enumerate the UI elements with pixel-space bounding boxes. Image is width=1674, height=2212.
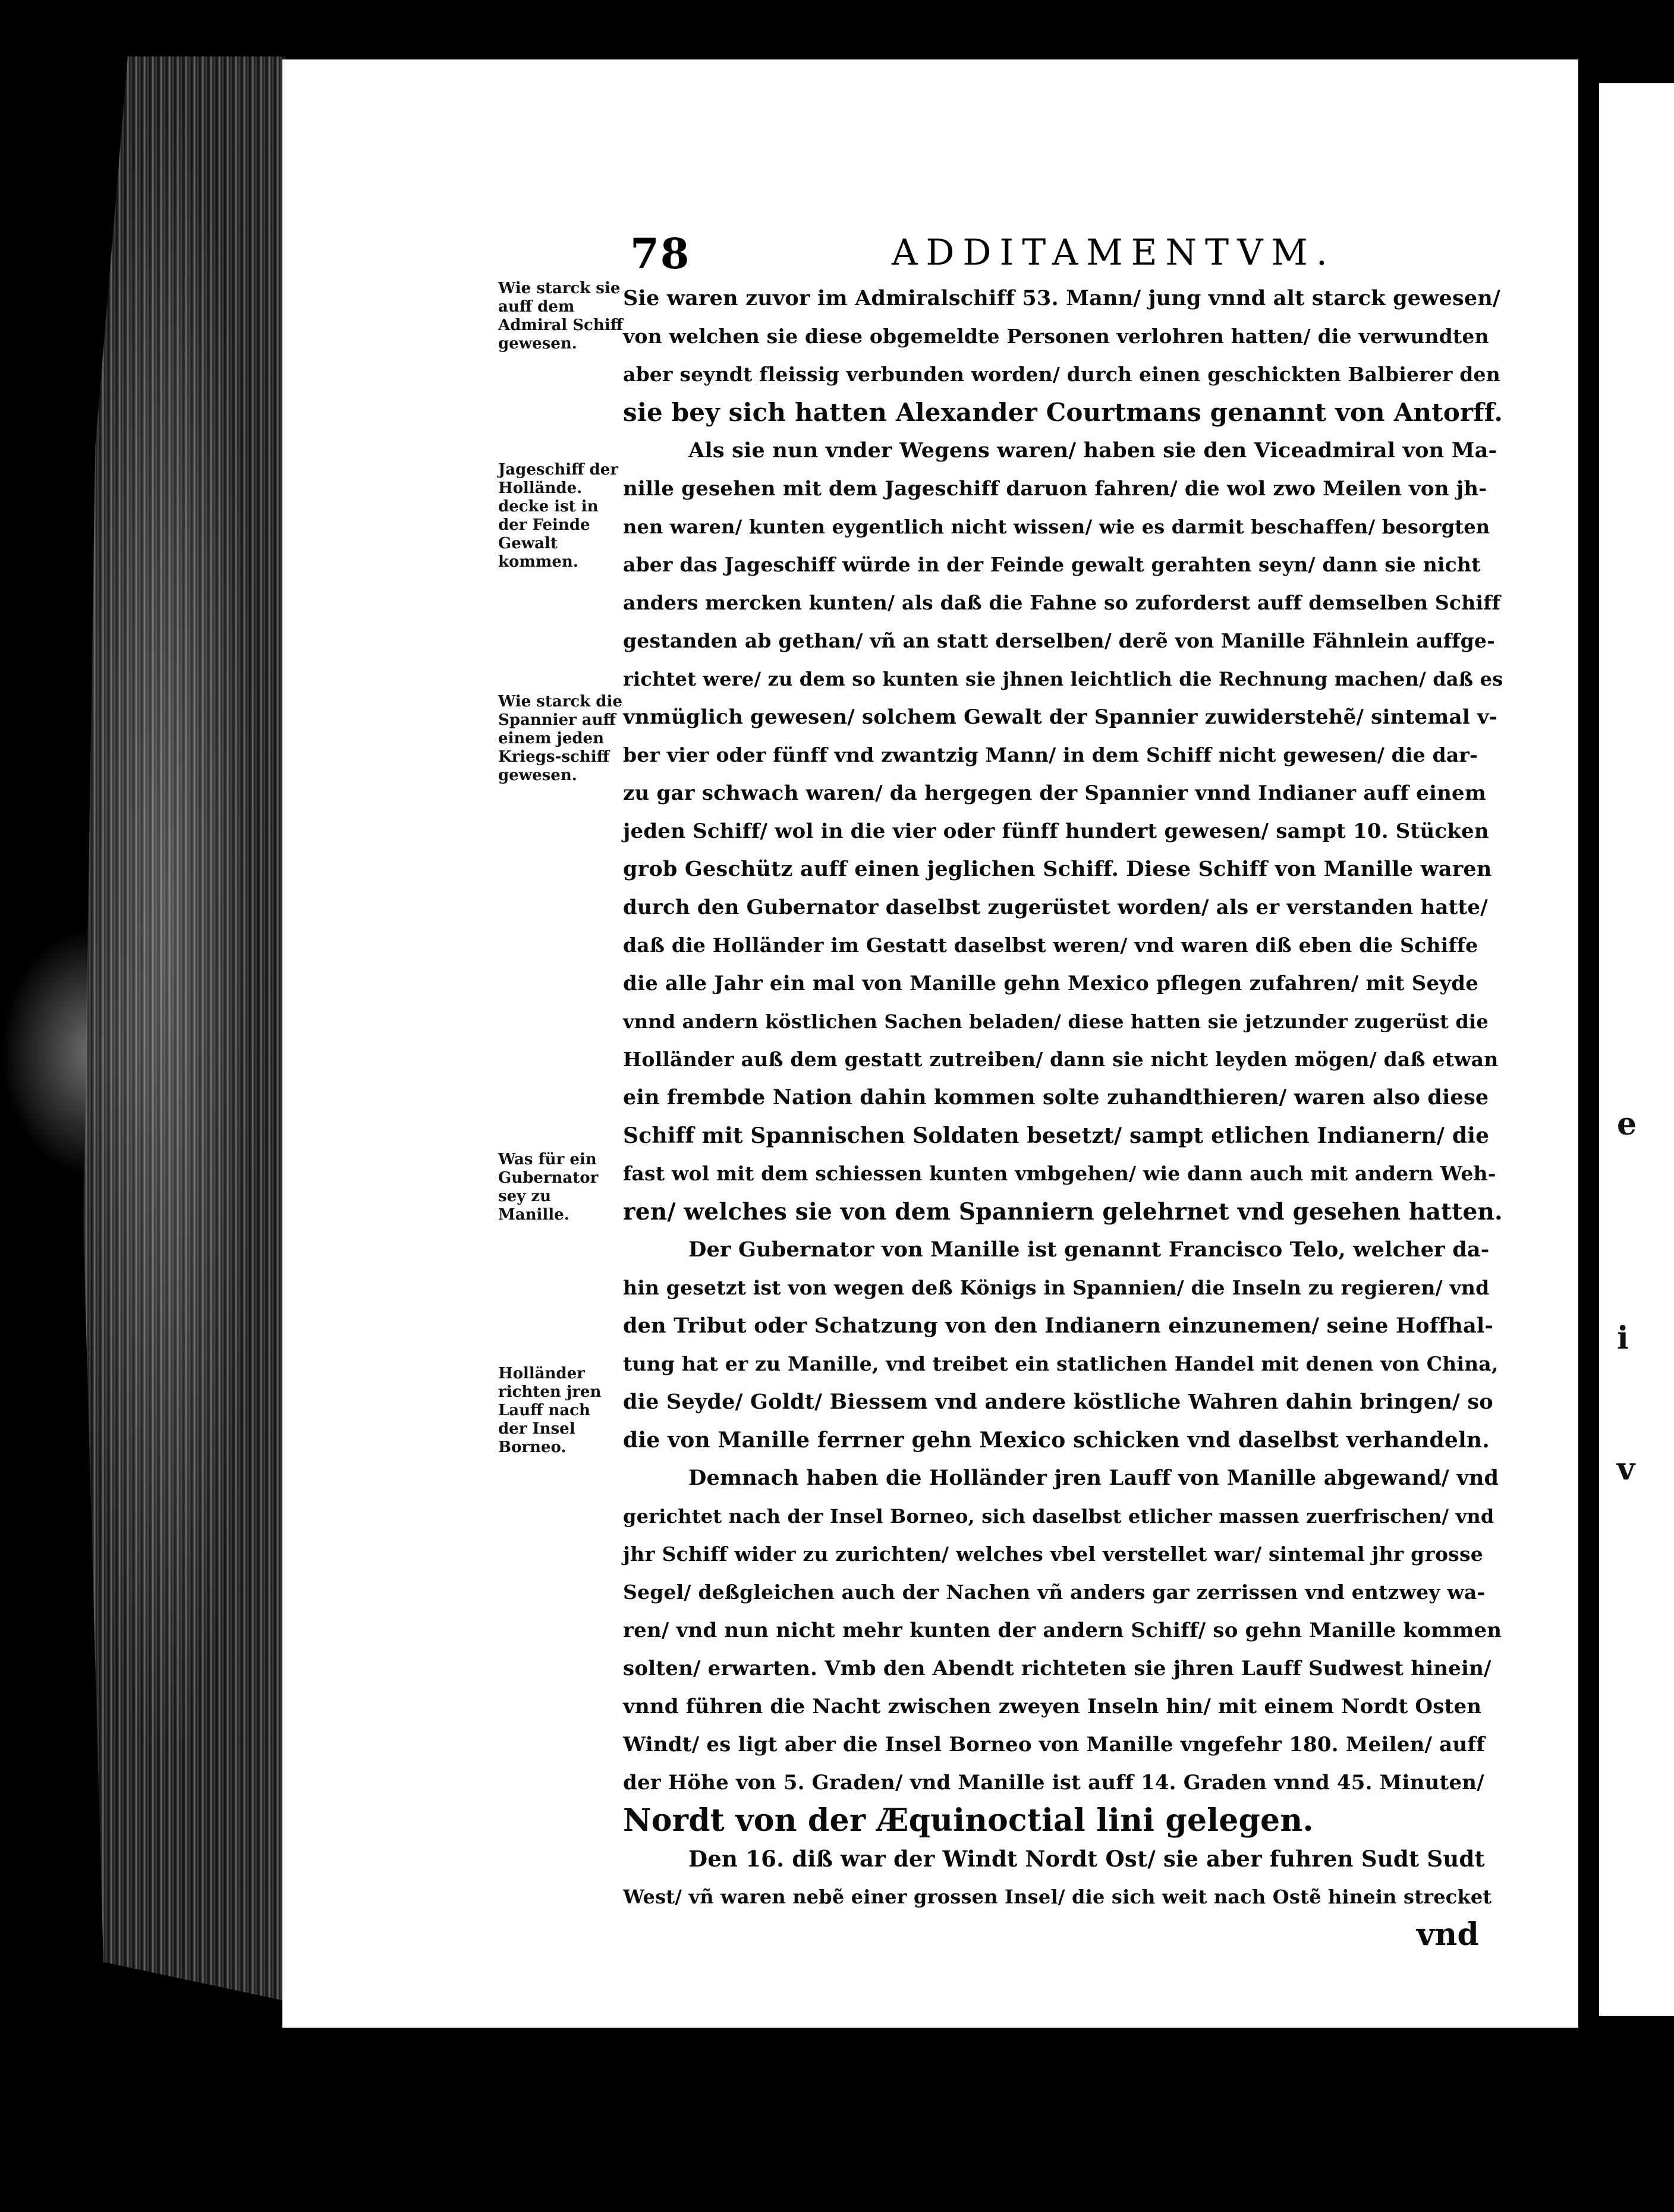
text-line: vnnd führen die Nacht zwischen zweyen Inseln hin/ mit einem Nordt Osten — [623, 1695, 1482, 1718]
facing-page-fragment: i — [1617, 1320, 1629, 1356]
text-line: hin gesetzt ist von wegen deß Königs in Spannien/ die Inseln zu regieren/ vnd — [623, 1276, 1490, 1299]
text-line: ren/ vnd nun nicht mehr kunten der andern Schiff/ so gehn Manille kommen — [623, 1619, 1502, 1642]
text-line: Schiff mit Spannischen Soldaten besetzt/ sampt etlichen Indianern/ die — [623, 1123, 1490, 1148]
text-line: den Tribut oder Schatzung von den Indianern einzunemen/ seine Hoffhal- — [623, 1314, 1494, 1338]
text-line: jhr Schiff wider zu zurichten/ welches vbel verstellet war/ sintemal jhr grosse — [623, 1542, 1483, 1566]
text-line: Segel/ deßgleichen auch der Nachen vñ anders gar zerrissen vnd entzwey wa- — [623, 1581, 1486, 1604]
facing-page-edge — [1599, 83, 1674, 2016]
text-line: nen waren/ kunten eygentlich nicht wissen/ wie es darmit beschaffen/ besorgten — [623, 516, 1490, 538]
text-line: West/ vñ waren nebẽ einer grossen Insel/ die sich weit nach Ostẽ hinein strecket — [623, 1886, 1492, 1908]
text-line: der Höhe von 5. Graden/ vnd Manille ist auff 14. Graden vnnd 45. Minuten/ — [623, 1771, 1484, 1795]
margin-note: Holländer richten jren Lauff nach der Insel Borneo. — [498, 1365, 602, 1456]
text-line: Nordt von der Æquinoctial lini gelegen. — [623, 1802, 1314, 1839]
text-line: grob Geschütz auff einen jeglichen Schiff. Diese Schiff von Manille waren — [623, 857, 1492, 881]
text-line: ber vier oder fünff vnd zwantzig Mann/ in dem Schiff nicht gewesen/ die dar- — [623, 743, 1478, 766]
text-line: gestanden ab gethan/ vñ an statt derselben/ derẽ von Manille Fähnlein auffge- — [623, 629, 1495, 652]
text-line: die von Manille ferrner gehn Mexico schicken vnd daselbst verhandeln. — [623, 1428, 1490, 1453]
margin-note: Was für ein Gubernator sey zu Manille. — [498, 1151, 599, 1224]
facing-page-fragment: v — [1617, 1451, 1635, 1487]
text-line: von welchen sie diese obgemeldte Personen verlohren hatten/ die verwundten — [623, 325, 1489, 348]
text-line: richtet were/ zu dem so kunten sie jhnen leichtlich die Rechnung machen/ daß es — [623, 668, 1503, 690]
text-line: Als sie nun vnder Wegens waren/ haben sie den Viceadmiral von Ma- — [688, 438, 1497, 463]
margin-note: Jageschiff der Hollände. decke ist in der Feinde Gewalt kommen. — [498, 461, 618, 571]
text-line: tung hat er zu Manille, vnd treibet ein statlichen Handel mit denen von China, — [623, 1352, 1499, 1375]
text-line: Windt/ es ligt aber die Insel Borneo von Manille vngefehr 180. Meilen/ auff — [623, 1733, 1485, 1757]
text-line: die Seyde/ Goldt/ Biessem vnd andere köstliche Wahren dahin bringen/ so — [623, 1390, 1493, 1414]
body-text — [623, 279, 1503, 1954]
text-line: ein frembde Nation dahin kommen solte zuhandthieren/ waren also diese — [623, 1085, 1489, 1110]
facing-page-fragment: e — [1617, 1106, 1637, 1142]
text-line: sie bey sich hatten Alexander Courtmans genannt von Antorff. — [623, 398, 1503, 427]
text-line: Den 16. diß war der Windt Nordt Ost/ sie aber fuhren Sudt Sudt — [688, 1846, 1485, 1872]
text-line: Holländer auß dem gestatt zutreiben/ dann sie nicht leyden mögen/ daß etwan — [623, 1048, 1499, 1071]
text-line: zu gar schwach waren/ da hergegen der Spannier vnnd Indianer auff einem — [623, 781, 1487, 805]
catchword: vnd — [1417, 1916, 1479, 1953]
margin-note: Wie starck die Spannier auff einem jeden Kriegs-schiff gewesen. — [498, 693, 622, 784]
text-line: aber das Jageschiff würde in der Feinde gewalt gerahten seyn/ dann sie nicht — [623, 553, 1481, 576]
page-number: 78 — [630, 229, 691, 278]
text-line: Der Gubernator von Manille ist genannt Francisco Telo, welcher da- — [688, 1237, 1490, 1262]
text-line: daß die Holländer im Gestatt daselbst weren/ vnd waren diß eben die Schiffe — [623, 934, 1478, 957]
text-line: anders mercken kunten/ als daß die Fahne so zuforderst auff demselben Schiff — [623, 591, 1500, 614]
text-line: durch den Gubernator daselbst zugerüstet worden/ als er verstanden hatte/ — [623, 896, 1488, 919]
text-line: fast wol mit dem schiessen kunten vmbgehen/ wie dann auch mit andern Weh- — [623, 1162, 1496, 1185]
text-line: ren/ welches sie von dem Spanniern gelehrnet vnd gesehen hatten. — [623, 1198, 1503, 1226]
text-line: aber seyndt fleissig verbunden worden/ durch einen geschickten Balbierer den — [623, 363, 1500, 386]
running-head: ADDITAMENTVM. — [892, 232, 1336, 274]
text-line: vnmüglich gewesen/ solchem Gewalt der Spannier zuwiderstehẽ/ sintemal v- — [623, 705, 1498, 729]
text-line: Sie waren zuvor im Admiralschiff 53. Mann/ jung vnnd alt starck gewesen/ — [623, 286, 1501, 310]
text-line: gerichtet nach der Insel Borneo, sich daselbst etlicher massen zuerfrischen/ vnd — [623, 1505, 1494, 1528]
text-line: jeden Schiff/ wol in die vier oder fünff hundert gewesen/ sampt 10. Stücken — [623, 819, 1489, 843]
text-line: solten/ erwarten. Vmb den Abendt richteten sie jhren Lauff Sudwest hinein/ — [623, 1657, 1492, 1680]
text-line: vnnd andern köstlichen Sachen beladen/ diese hatten sie jetzunder zugerüst die — [623, 1010, 1489, 1033]
book-page-edges — [83, 56, 285, 2001]
text-line: nille gesehen mit dem Jageschiff daruon fahren/ die wol zwo Meilen von jh- — [623, 477, 1487, 501]
margin-note: Wie starck sie auff dem Admiral Schiff gewesen. — [498, 279, 623, 353]
text-line: die alle Jahr ein mal von Manille gehn Mexico pflegen zufahren/ mit Seyde — [623, 972, 1479, 995]
page-header — [630, 229, 1336, 278]
text-line: Demnach haben die Holländer jren Lauff von Manille abgewand/ vnd — [688, 1466, 1499, 1490]
